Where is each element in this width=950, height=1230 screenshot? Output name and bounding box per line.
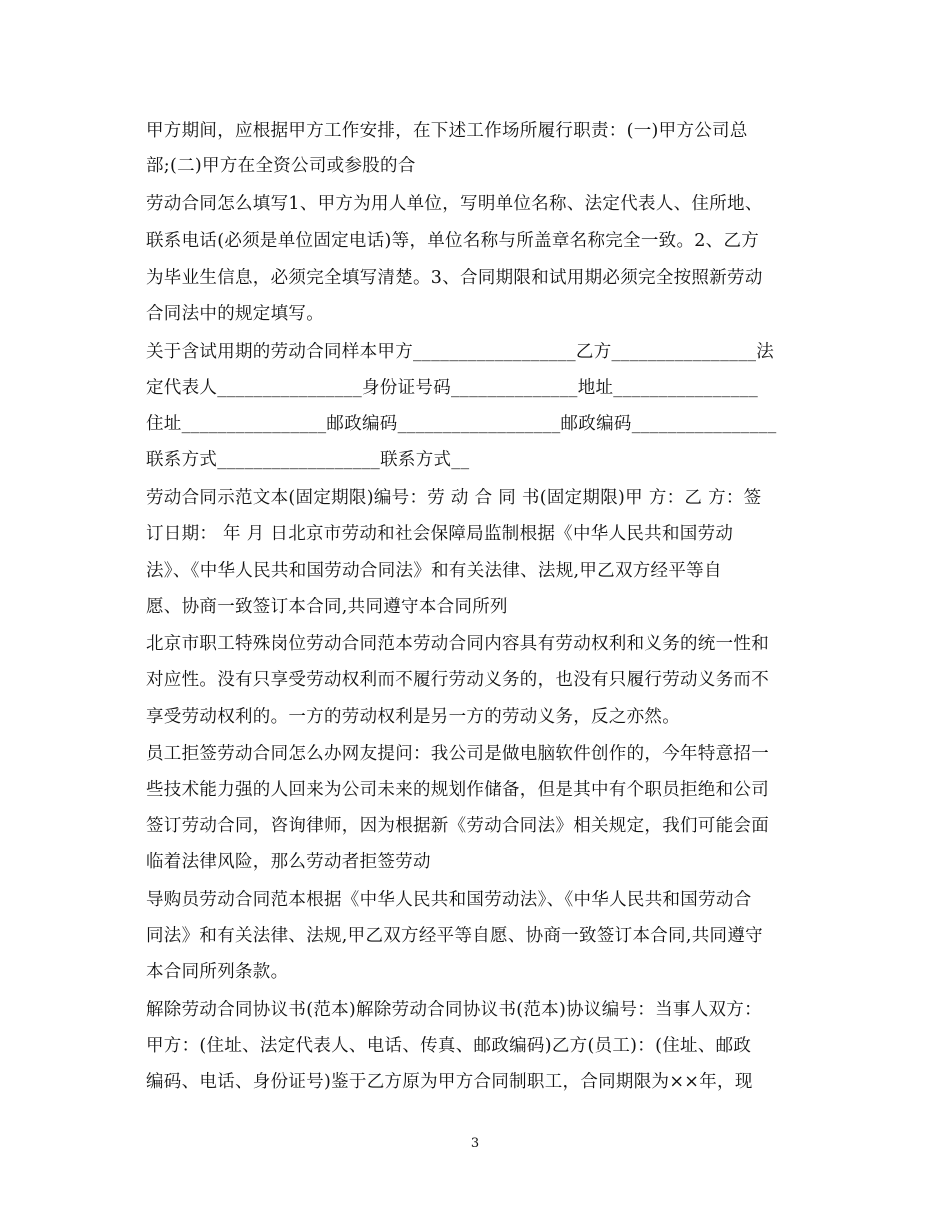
text-line: 联系电话(必须是单位固定电话)等，单位名称与所盖章名称完全一致。2、乙方 [146, 231, 760, 251]
text-line: 签订劳动合同，咨询律师，因为根据新《劳动合同法》相关规定，我们可能会面 [146, 816, 769, 836]
text-line: 享受劳动权利的。一方的劳动权利是另一方的劳动义务，反之亦然。 [146, 707, 680, 727]
text-line: 劳动合同示范文本(固定期限)编号：劳 动 合 同 书(固定期限)甲 方：乙 方：签 [146, 488, 762, 508]
page-number: 3 [470, 1136, 480, 1151]
text-line: 愿、协商一致签订本合同,共同遵守本合同所列 [146, 597, 508, 617]
text-line: 法》、《中华人民共和国劳动合同法》和有关法律、法规,甲乙双方经平等自 [146, 561, 722, 581]
text-line: 关于含试用期的劳动合同样本甲方__________________乙方________________法 [146, 342, 775, 362]
text-line: 本合同所列条款。 [146, 962, 289, 982]
text-line: 对应性。没有只享受劳动权利而不履行劳动义务的，也没有只履行劳动义务而不 [146, 670, 769, 690]
text-line: 些技术能力强的人回来为公司未来的规划作储备，但是其中有个职员拒绝和公司 [146, 780, 769, 800]
text-line: 合同法中的规定填写。 [146, 304, 324, 324]
text-line: 北京市职工特殊岗位劳动合同范本劳动合同内容具有劳动权利和义务的统一性和 [146, 634, 769, 654]
text-line: 导购员劳动合同范本根据《中华人民共和国劳动法》、《中华人民共和国劳动合 [146, 890, 752, 910]
text-line: 联系方式__________________联系方式__ [146, 450, 470, 470]
text-line: 同法》和有关法律、法规,甲乙双方经平等自愿、协商一致签订本合同,共同遵守 [146, 926, 763, 946]
text-line: 劳动合同怎么填写1、甲方为用人单位，写明单位名称、法定代表人、住所地、 [146, 194, 763, 214]
text-line: 订日期： 年 月 日北京市劳动和社会保障局监制根据《中华人民共和国劳动 [146, 524, 734, 544]
text-line: 住址________________邮政编码__________________邮政编码________________ [146, 414, 777, 434]
text-line: 为毕业生信息，必须完全填写清楚。3、合同期限和试用期必须完全按照新劳动 [146, 268, 763, 288]
text-line: 员工拒签劳动合同怎么办网友提问：我公司是做电脑软件创作的，今年特意招一 [146, 744, 769, 764]
text-line: 定代表人________________身份证号码______________地址________________ [146, 378, 759, 398]
text-line: 甲方：(住址、法定代表人、电话、传真、邮政编码)乙方(员工)：(住址、邮政 [146, 1036, 752, 1056]
text-line: 甲方期间，应根据甲方工作安排，在下述工作场所履行职责：(一)甲方公司总 [146, 121, 748, 141]
text-line: 临着法律风险，那么劳动者拒签劳动 [146, 852, 431, 872]
text-line: 解除劳动合同协议书(范本)解除劳动合同协议书(范本)协议编号：当事人双方： [146, 1000, 762, 1020]
text-line: 编码、电话、身份证号)鉴于乙方原为甲方合同制职工，合同期限为××年，现 [146, 1072, 753, 1092]
text-line: 部;(二)甲方在全资公司或参股的合 [146, 156, 416, 176]
